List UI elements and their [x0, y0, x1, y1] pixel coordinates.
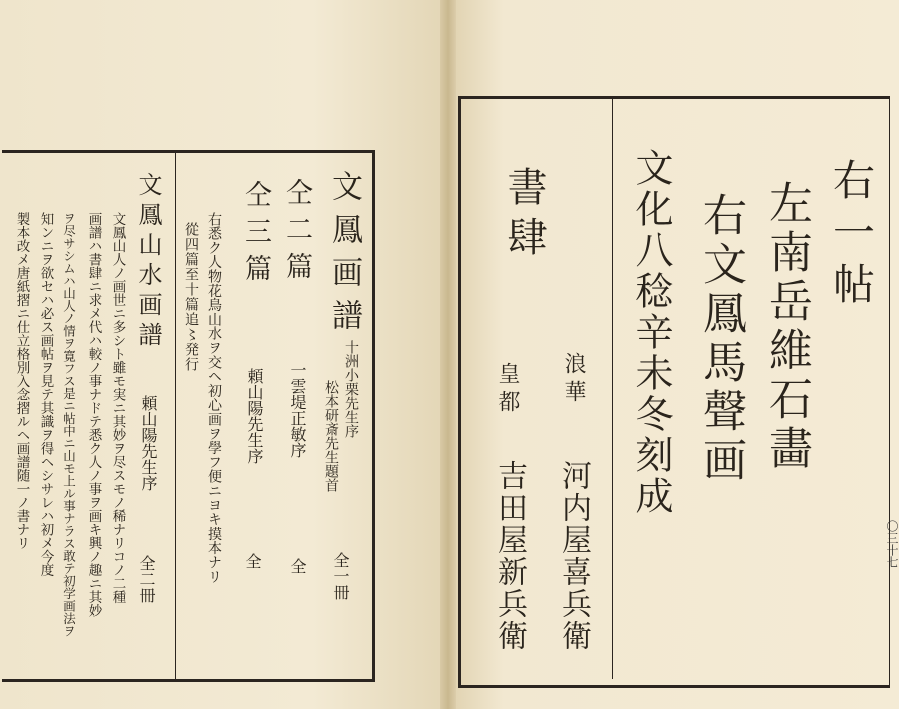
bunpo-credit: 右文鳳馬聲画: [695, 192, 746, 486]
yoshidaya-publisher: 吉田屋新兵衛: [492, 460, 527, 652]
body-column-2: 画譜ハ書肆ニ求メ代ハ較ノ事ナドテ悉ク人ノ事ヲ画キ興ノ趣ニ其妙: [85, 212, 102, 617]
right-page-divider: [612, 99, 613, 679]
sansui-volume-count: 全二冊: [137, 555, 156, 603]
volume-count-1: 全一冊: [331, 552, 350, 600]
publishers-heading: 書肆: [501, 166, 547, 266]
body-column-1: 文鳳山人ノ画世ニ多シト雖モ実ニ其妙ヲ尽スモノ稀ナリコノ二種: [109, 212, 126, 604]
body-column-4: 知ンニヲ欲セハ必ス画帖ヲ見テ其識ヲ得ヘシサレハ初メ今度: [37, 212, 54, 577]
title-bunpo-gafu: 文鳳画譜: [326, 170, 362, 342]
naniwa-place: 浪華: [561, 352, 586, 408]
body-column-5: 製本改メ唐紙摺ニ仕立格別入念摺ルヘ画譜随一ノ書ナリ: [13, 212, 30, 550]
volume-2-count: 全: [288, 558, 307, 574]
volume-3-title: 仝三篇: [240, 180, 271, 291]
kyoto-place: 皇都: [495, 362, 520, 418]
page-edge-number: 〇三十七: [885, 520, 899, 568]
book-gutter: [440, 0, 456, 709]
preface-matsumoto: 松本研斎先生題首: [323, 380, 339, 492]
volume-3-count: 全: [243, 553, 262, 569]
kawachiya-publisher: 河内屋喜兵衛: [556, 460, 591, 652]
sansui-preface: 頼山陽先生序: [139, 395, 158, 491]
preface-oguri: 十洲小栗先生序: [343, 340, 359, 438]
body-column-3: ヲ尽サシムハ山人ノ情ヲ寛フス是ニ帖中ニ山モ上ル事ナラス敢テ初学画法ヲ: [61, 212, 77, 637]
description-text: 右悉ク人物花鳥山水ヲ交ヘ初心画ヲ學フ便ニヨキ摸本ナリ: [206, 212, 222, 584]
subsequent-volumes-note: 從四篇至十篇追〻発行: [183, 222, 199, 372]
volume-2-preface: 一雲堤正敏序: [288, 362, 307, 458]
nangaku-credit: 左南岳維石畵: [761, 180, 812, 474]
right-volume-heading: 右一帖: [827, 158, 876, 314]
title-sansui-gafu: 文鳳山水画譜: [134, 172, 162, 352]
volume-3-preface: 頼山陽先生序: [245, 368, 264, 464]
volume-2-title: 仝二篇: [281, 178, 312, 289]
left-page-divider: [175, 150, 176, 679]
publication-date: 文化八稔辛未冬刻成: [629, 148, 673, 517]
